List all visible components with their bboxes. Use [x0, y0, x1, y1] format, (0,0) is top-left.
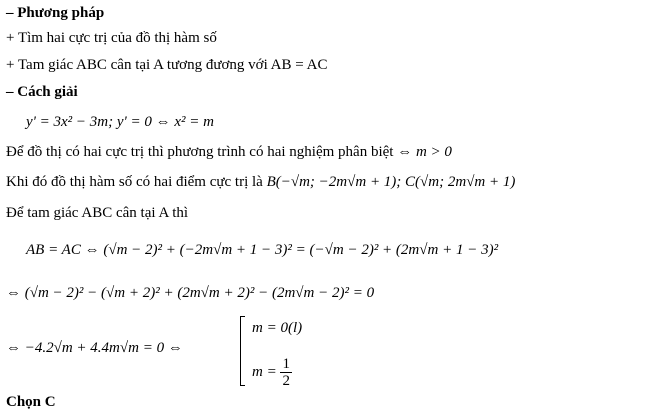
root-two-fraction: [280, 356, 292, 389]
root-two-lhs: m =: [252, 364, 277, 380]
fraction-numerator: 1: [282, 356, 290, 373]
final-equation: ⇔ −4.2√m + 4.4m√m = 0 ⇔: [6, 340, 183, 356]
method-step-2: + Tam giác ABC cân tại A tương đương với AB = AC: [6, 57, 328, 73]
condition-text: Để đồ thị có hai cực trị thì phương trình có hai nghiệm phân biệt: [6, 144, 394, 160]
method-heading: – Phương pháp: [6, 5, 105, 21]
solution-heading: – Cách giải: [6, 84, 78, 100]
solution-set-bracket: [240, 316, 245, 386]
ab-equals-ac-equation: AB = AC ⇔ (√m − 2)² + (−2m√m + 1 − 3)² = (−√m − 2)² + (2m√m + 1 − 3)²: [26, 242, 499, 258]
derivative-equation: y' = 3x² − 3m; y' = 0 ⇔ x² = m: [26, 114, 214, 130]
condition-math: ⇔ m > 0: [397, 144, 452, 160]
points-text: Khi đó đồ thị hàm số có hai điểm cực trị là: [6, 174, 263, 190]
extrema-condition: [6, 142, 452, 162]
root-two: [252, 356, 292, 389]
expanded-equation: ⇔ (√m − 2)² − (√m + 2)² + (2m√m + 2)² − (2m√m − 2)² = 0: [6, 285, 375, 301]
method-step-1: + Tìm hai cực trị của đồ thị hàm số: [6, 30, 217, 46]
fraction-denominator: 2: [282, 373, 290, 390]
answer-choice: Chọn C: [6, 394, 56, 410]
points-math: B(−√m; −2m√m + 1); C(√m; 2m√m + 1): [266, 174, 516, 190]
extrema-points: [6, 172, 515, 192]
isosceles-condition: Để tam giác ABC cân tại A thì: [6, 205, 189, 221]
root-one: m = 0(l): [252, 320, 303, 336]
